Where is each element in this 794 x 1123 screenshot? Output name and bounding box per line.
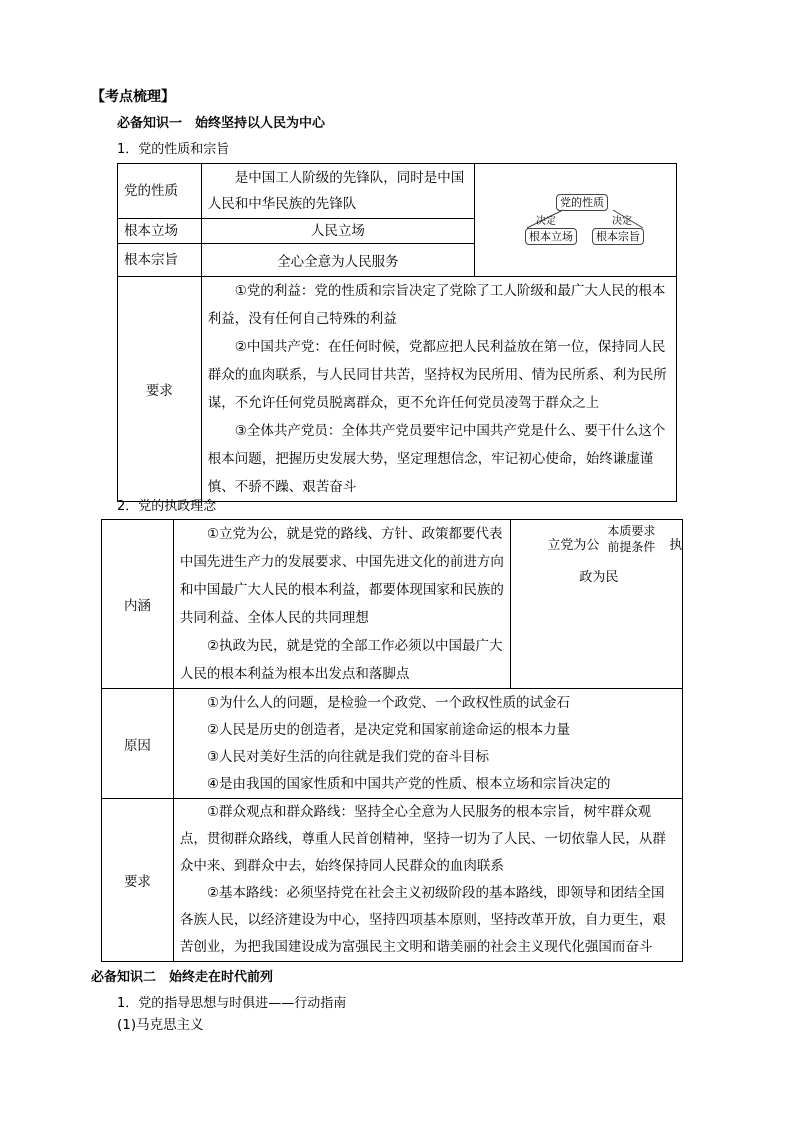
section-header: 【考点梳理】 [91,89,175,105]
row-label: 要求 [118,277,202,502]
row-label: 党的性质 [118,164,202,219]
connotation-item: ②执政为民，就是党的全部工作必须以中国最广大人民的根本利益为根本出发点和落脚点 [179,638,503,682]
edge-label-left: 决定 [535,215,556,227]
reason-item: ④是由我国的国家性质和中国共产党的性质、根本立场和宗旨决定的 [206,775,611,792]
connotation-item: ①立党为公，就是党的路线、方针、政策都要代表中国先进生产力的发展要求、中国先进文化的前进方向和中国最广大人民的根本利益，都要体现国家和民族的共同利益、全体人民的共同理想 [179,526,504,626]
requirement-item: ①群众观点和群众路线：坚持全心全意为人民服务的根本宗旨，树牢群众观点，贯彻群众路线，尊重人民首创精神，坚持一切为了人民、一切依靠人民，从群众中来、到群众中去，始终保持同人民群众的血肉联系 [179,804,666,874]
subsection-title: 1．党的性质和宗旨 [117,142,230,157]
reasons-cell [173,689,682,799]
diagram-node-left: 根本立场 [525,228,577,245]
edge-label-right: 决定 [611,215,632,227]
requirement-item: ③全体共产党员：全体共产党员要牢记中国共产党是什么、要干什么这个根本问题，把握历史发展大势，坚定理想信念，牢记初心使命，始终谦虚谨慎、不骄不躁、艰苦奋斗 [207,423,666,495]
party-nature-table [117,163,677,502]
row-label: 要求 [102,799,174,962]
reason-item: ③人民对美好生活的向往就是我们党的奋斗目标 [206,748,489,765]
requirements-cell-2 [173,799,682,962]
row-value: 人民立场 [201,219,474,244]
concept-diagram [511,520,683,689]
subsection-title-3: 1．党的指导思想与时俱进——行动指南 [117,996,347,1011]
row-label: 根本立场 [118,219,202,244]
row-label: 内涵 [102,520,174,689]
row-label: 根本宗旨 [118,244,202,277]
row-value: 全心全意为人民服务 [201,244,474,277]
diagram-node-right: 根本宗旨 [592,228,644,245]
requirement-item: ②基本路线：必须坚持党在社会主义初级阶段的基本路线，即领导和团结全国各族人民，以经济建设为中心，坚持四项基本原则，坚持改革开放，自力更生，艰苦创业，为把我国建设成为富强民主文明和谐美丽的社会主义现代化强国而奋斗 [179,885,666,955]
diagram-text: 政为民 [579,570,619,585]
requirements-cell [201,277,676,502]
diagram-label: 前提条件 [607,540,656,554]
diagram-arrows [475,168,675,273]
reason-item: ②人民是历史的创造者，是决定党和国家前途命运的根本力量 [206,721,570,738]
diagram-label: 本质要求 [607,524,656,538]
subsection-title-2: 2．党的执政理念 [117,499,217,514]
diagram-text: 立党为公 [547,538,600,553]
relation-diagram [474,164,676,277]
knowledge-title-1: 必备知识一 始终坚持以人民为中心 [117,116,326,131]
reason-item: ①为什么人的问题，是检验一个政党、一个政权性质的试金石 [206,694,570,711]
governance-table [101,519,683,962]
row-value: 是中国工人阶级的先锋队，同时是中国人民和中华民族的先锋队 [201,164,474,219]
knowledge-title-2: 必备知识二 始终走在时代前列 [91,970,274,985]
diagram-text: 执 [669,538,683,553]
row-label: 原因 [102,689,174,799]
diagram-node-top: 党的性质 [556,194,608,211]
requirement-item: ②中国共产党：在任何时候，党都应把人民利益放在第一位，保持同人民群众的血肉联系，与人民同甘共苦，坚持权为民所用、情为民所系、利为民所谋，不允许任何党员脱离群众，更不允许任何党员凌驾于群众之上 [207,339,667,411]
connotation-cell [173,520,510,689]
subsection-item: (1)马克思主义 [117,1017,204,1033]
requirement-item: ①党的利益：党的性质和宗旨决定了党除了工人阶级和最广大人民的根本利益，没有任何自己特殊的利益 [207,283,666,327]
